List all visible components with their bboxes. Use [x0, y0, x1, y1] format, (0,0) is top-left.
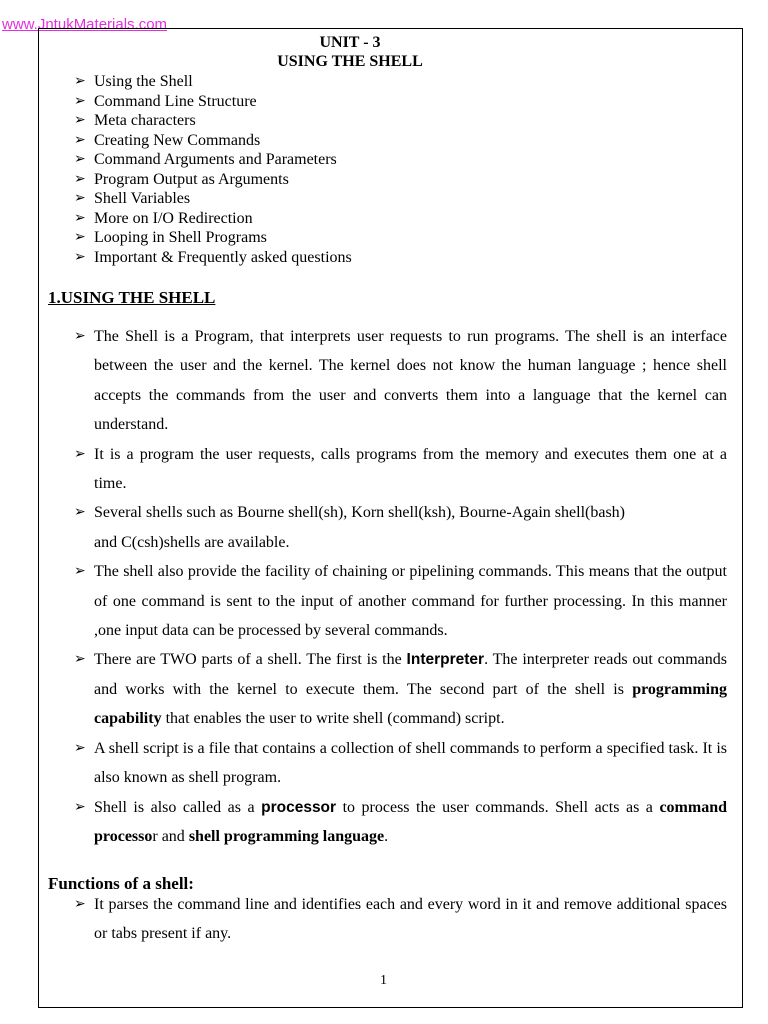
paragraph-text: The shell also provide the facility of chaining or pipelining commands. This means that the output of one command is sent to the input of another command for further processing. In this manner ,one input data can be processed by several commands.: [94, 563, 727, 640]
arrow-bullet-icon: ➢: [74, 73, 86, 89]
arrow-bullet-icon: ➢: [74, 92, 86, 109]
list-item: [74, 498, 727, 557]
arrow-bullet-icon: ➢: [74, 739, 86, 756]
paragraph-text: It is a program the user requests, calls programs from the memory and executes them one at a time.: [94, 445, 727, 493]
paragraph-text: and C(csh)shells are available.: [94, 533, 290, 551]
arrow-bullet-icon: ➢: [74, 798, 86, 815]
section-heading: 1.USING THE SHELL: [48, 288, 216, 307]
arrow-bullet-icon: ➢: [74, 131, 86, 148]
topic-list: [74, 72, 674, 267]
arrow-bullet-icon: ➢: [74, 504, 86, 521]
list-item: [74, 734, 727, 793]
arrow-bullet-icon: ➢: [74, 170, 86, 187]
list-item: [74, 322, 727, 440]
arrow-bullet-icon: ➢: [74, 563, 86, 580]
list-item: [74, 890, 727, 949]
processor-term: processor: [261, 798, 337, 816]
topic-item: ➢ More on I/O Redirection: [74, 209, 253, 227]
topic-item: ➢ Command Arguments and Parameters: [74, 151, 337, 168]
arrow-bullet-icon: ➢: [74, 651, 86, 668]
watermark-link[interactable]: www.JntukMaterials.com: [2, 16, 168, 33]
arrow-bullet-icon: ➢: [74, 328, 86, 344]
shell-programming-language-term: shell programming language: [188, 827, 385, 845]
topic-item: ➢ Meta characters: [74, 112, 196, 129]
arrow-bullet-icon: ➢: [74, 896, 86, 912]
shell-description-list: [74, 322, 727, 851]
topic-item: ➢ Important & Frequently asked questions: [74, 248, 352, 266]
page-number: 1: [380, 973, 387, 988]
arrow-bullet-icon: ➢: [74, 445, 86, 462]
programming-capability-term: programming capability: [94, 680, 727, 728]
unit-title: UNIT - 3: [319, 34, 381, 51]
list-item: [74, 440, 727, 499]
paragraph-text: It parses the command line and identifies each and every word in it and remove additional spaces or tabs present if any.: [94, 896, 727, 943]
topic-item: ➢ Using the Shell: [74, 73, 193, 90]
paragraph-text: Several shells such as Bourne shell(sh), Korn shell(ksh), Bourne-Again shell(bash): [94, 504, 625, 522]
arrow-bullet-icon: ➢: [74, 151, 86, 167]
interpreter-term: Interpreter: [406, 651, 485, 669]
topic-item: ➢ Looping in Shell Programs: [74, 229, 267, 246]
list-item: ➢ There are TWO parts of a shell. The first is the Interpreter. The interpreter reads out commands and works with the kernel to execute them. The second part of the shell is programming capability that enables the user to write shell (command) script.: [74, 645, 727, 733]
page-title: USING THE SHELL: [277, 53, 423, 70]
arrow-bullet-icon: ➢: [74, 190, 86, 206]
paragraph-text: A shell script is a file that contains a collection of shell commands to perform a specified task. It is also known as shell program.: [94, 739, 727, 787]
topic-item: ➢ Command Line Structure: [74, 92, 257, 110]
arrow-bullet-icon: ➢: [74, 209, 86, 226]
functions-heading: Functions of a shell:: [48, 874, 194, 893]
command-processor-term: command processo: [94, 798, 727, 845]
list-item: [74, 557, 727, 645]
arrow-bullet-icon: ➢: [74, 248, 86, 265]
list-item: ➢ Shell is also called as a processor to process the user commands. Shell acts as a command processor and shell programming language.: [74, 793, 727, 852]
paragraph-text: The Shell is a Program, that interprets user requests to run programs. The shell is an interface between the user and the kernel. The kernel does not know the human language ; hence shell accepts the commands from the user and converts them into a language that the kernel can understand.: [94, 328, 727, 434]
topic-item: ➢ Program Output as Arguments: [74, 170, 289, 188]
functions-list: [74, 890, 727, 949]
arrow-bullet-icon: ➢: [74, 112, 86, 128]
arrow-bullet-icon: ➢: [74, 229, 86, 245]
topic-item: ➢ Shell Variables: [74, 190, 191, 207]
topic-item: ➢ Creating New Commands: [74, 131, 261, 149]
